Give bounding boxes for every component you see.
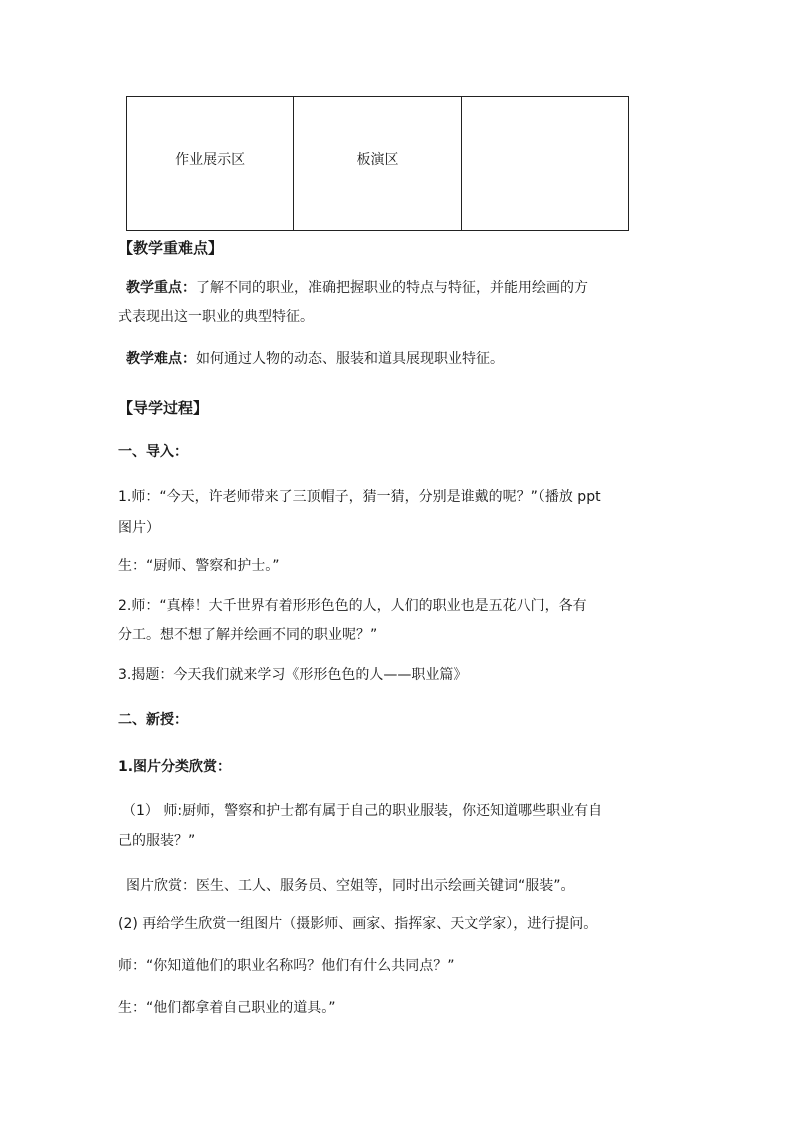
focus-text: 了解不同的职业，准确把握职业的特点与特征，并能用绘画的方 bbox=[196, 280, 588, 296]
difficulty-paragraph bbox=[126, 344, 626, 374]
item3: 3.揭题：今天我们就来学习《形形色色的人——职业篇》 bbox=[118, 667, 468, 683]
cell-homework-display: 作业展示区 bbox=[127, 97, 294, 231]
cell-empty bbox=[461, 97, 628, 231]
item2-line1: 2.师：“真棒！大千世界有着形形色色的人，人们的职业也是五花八门，各有 bbox=[118, 598, 587, 614]
table-row bbox=[127, 97, 629, 231]
difficulty-label: 教学难点： bbox=[126, 351, 196, 367]
cell-board-demo: 板演区 bbox=[294, 97, 461, 231]
difficulty-text: 如何通过人物的动态、服装和道具展现职业特征。 bbox=[196, 351, 504, 367]
student-answer-2: 生：“他们都拿着自己职业的道具。” bbox=[118, 1000, 336, 1016]
layout-table bbox=[126, 96, 629, 231]
q2-text: (2) 再给学生欣赏一组图片（摄影师、画家、指挥家、天文学家），进行提问。 bbox=[118, 916, 598, 932]
item1-line2: 图片） bbox=[118, 520, 160, 536]
item2-line2: 分工。想不想了解并绘画不同的职业呢？” bbox=[118, 627, 378, 643]
heading-new: 二、新授： bbox=[118, 712, 188, 728]
item1-line1: 1.师：“今天，许老师带来了三顶帽子，猜一猜，分别是谁戴的呢？”（播放 ppt bbox=[118, 489, 601, 505]
heading-key-difficult: 【教学重难点】 bbox=[118, 239, 224, 257]
heading-process: 【导学过程】 bbox=[118, 399, 209, 417]
focus-text-line2: 式表现出这一职业的典型特征。 bbox=[118, 309, 314, 325]
heading-picture-appreciation: 1.图片分类欣赏： bbox=[118, 759, 232, 775]
appreciate-text: 图片欣赏：医生、工人、服务员、空姐等，同时出示绘画关键词“服装”。 bbox=[126, 878, 575, 894]
q1-line1: （1） 师:厨师，警察和护士都有属于自己的职业服装，你还知道哪些职业有自 bbox=[122, 803, 603, 819]
student-answer-1: 生：“厨师、警察和护士。” bbox=[118, 558, 280, 574]
focus-label: 教学重点： bbox=[126, 280, 196, 296]
focus-paragraph bbox=[126, 273, 626, 303]
heading-intro: 一、导入： bbox=[118, 444, 188, 460]
q1-line2: 己的服装？” bbox=[118, 833, 196, 849]
teacher-question: 师：“你知道他们的职业名称吗？他们有什么共同点？” bbox=[118, 958, 455, 974]
